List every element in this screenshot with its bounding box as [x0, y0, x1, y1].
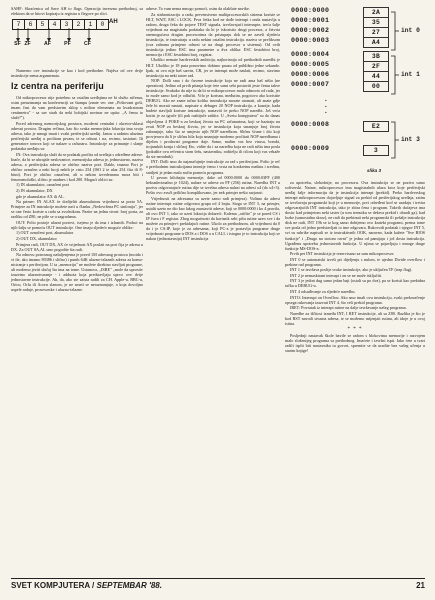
paragraph: Prvih pet INT instrukcija je rezervisano za sam mikroprocesor:: [290, 251, 395, 257]
column-1: [11, 6, 143, 293]
memory-address: 0000:0006: [291, 71, 330, 78]
register-bit: 6: [24, 19, 37, 30]
flag-label: AF: [44, 41, 51, 48]
memory-row: [291, 51, 381, 60]
issue-date: SEPTEMBAR '88.: [96, 581, 162, 590]
section-divider: * * *: [347, 326, 363, 332]
paragraph: Za sinhronizaciju u radu, prevenstveno multiprocesorskih sistema koriste se HLT, WAIT, ESC i LOCK. Prva četka kod ne dođe interupt i onda nastavlja u radom, druga čeka do pojave TEST signala, izvršavajući interrupte, treća šalje vrijednost na magistralu podataka da bi je iskoristio drugi procesor, a četvrta onemogućava drugim procesorima da pristupaju dok se ne završi sljedeća instrukcija, te instruiraju u radu nekim ostalim instrukcija. naziva se prefiksom (ova zabrana primjene odnosi se na drugi procesor u sistemu). Od ovih instrukcija jedino ESC ima parametre u dva oblika: ESC šestobitni broj, memorija i ESC šestobitni broj, registar.: [146, 11, 280, 57]
memory-row: [291, 81, 381, 90]
paragraph: adrese. To vam nema mnogo pomoći, osim da olakšate navike.: [146, 6, 250, 11]
memory-value: 00: [363, 81, 389, 92]
memory-value: 3B: [363, 51, 389, 62]
memory-address: 0000:0001: [291, 17, 330, 24]
page-number: 21: [416, 581, 425, 590]
paragraph: INTO: Interrupt on Overflow. Ako smo imali ovu instrukciju, svaki prekoračenje opsega rukovanja izazvati INT 4, što vrši prekid programa.: [285, 294, 425, 305]
memory-value: A4: [363, 37, 389, 48]
paragraph: Namerno ove instrukcije se kao i kod prethodne. Najdva od ove dvije instrukcije nema argumenata.: [11, 68, 143, 79]
paragraph: Naredbe za iščitost između INT, I RET instrukcije, ali sa Z80. Razlika je što je kod RST navodi stvarna adresa, te se možemo mijenjati rutinu, ali idoje je u ovoj istina.: [285, 310, 425, 326]
memory-value: 27: [363, 27, 389, 38]
memory-address: 0000:0009: [291, 145, 330, 152]
int1-label: int 1: [401, 71, 420, 78]
memory-row: [291, 61, 381, 70]
paragraph: INT 2 je nemaskirani interapt i on se ne može isključiti.: [290, 272, 383, 278]
column-3-body: [285, 180, 425, 353]
memory-address: 0000:0000: [291, 7, 330, 14]
memory-row: [291, 27, 381, 36]
paragraph: 1) OUT označeni port, akumulator: [16, 230, 74, 236]
figure-caption: slika 3: [367, 168, 382, 173]
paragraph: Na odnovu potrosnog našaljenjema je pored 1M adresnog prostora (moida i vi ile, ako imamo 80386 i slično) i punih 64K ulazno-izlaznih adresa za komuniciranje s periferijom. U ta „memoriju" ne možete direktno stavljati programe, ali možemo jeziti slučaj šta ima na tome. Ustanova, „ISRE" „mole da uprostiv izuzetno ulaznotvaranje - i adduota koja predstavljaju uprvo ove dvije jednostavne instrukcije. Ah, da, ako ste zaista radili za CH. Apple-u, BBC-u, Oricu, Orlu ili Acorn slanom, je ne smeti se nerazmanjuje, a koja dovoljno uspele raduje, prosesorske i ulazno-izlazne.: [11, 252, 143, 293]
memory-row: [291, 17, 381, 26]
flag-label-row: [13, 42, 93, 47]
paragraph: Pored adresnog memorijskog prostora, moderni centralni i okretor-sklasti adresni prostor. Drugim rečima, kao što svaka memorijska lokacija ima svoju adresu, tako je mnogi imati i svaki periferijski uređaj. Janou u radnim ulazima periferijski uređaj u prolitom prvam, te se odnosi i na, recimo, tastaturi. Ili generatore tonova koji se nalaze u računaru. Instrukcije za primanje i slanje podataka uređaju su:: [11, 120, 143, 152]
paragraph: INT 4 odsuđivanje za sljedeće naredbu.: [290, 288, 356, 294]
paragraph: INT 0 se automatski izvrši pri dijeljenju s nulom, te ujedno Divide overflow i prekine rad programa.: [285, 256, 425, 267]
flag-label: CF: [84, 41, 91, 48]
memory-address: 0000:0004: [291, 51, 330, 58]
memory-address: 0000:0002: [291, 27, 330, 34]
memory-row: [291, 37, 381, 46]
register-bit: 5: [36, 19, 49, 30]
register-bit: 3: [60, 19, 73, 30]
column-1-body: [11, 95, 143, 292]
column-2: [146, 6, 280, 242]
paragraph: NOP: Dolli smo i do čuvene instrukcije koja ne radi ama baš ništa (ne operation). Jedino od prvih pitanja koje ćete sami sebi postaviti jeste čemu takve instrukcije. Svakako da nije tu da bi se mikroprocesor malo odmorio od rada, jer to može samo kod je odlučiti. Vrlo je korisna, međutim, pogotovo ako koristite DEBUG. Ako ne znate tačno koliko instrukcija morate utomati, ali znate gdje žele bi morati nastati, napisate u debuger 20 NOP instrukcija, a kasnije, kada budete stavljali korisne instrukcije, nastaviti će preko NOP naredbi. Još veća korist je za igrače (ili pak razbijače zaštite. U „Svetu kompjutera" su do danas objavljena 4 POKE-a za beskraj života na PC računarima, koji se baziraju na zvati NOP za beskraj života, jer se instrukcija koja smanjuje broj života zabranjuje, tako što se umjesto njih NOP naredbom. Sličnu šćune i dio koji provjerava da li je sličnu bila koja smanjuje modemo pročitati NOP naredbama i dijelim i prodavati programe daje. Samo, malim vas bez virusa, bombi, trojanskih konja i sličnoj Eto, vidite da i za naredbu koja ne radi ništa ima posla (pokušite ovu rečenicu stom šefu, nastavniku, roditelju ili ciloru koji vas vekaže da ste neradnik).: [146, 78, 280, 159]
register-bit: 2: [72, 19, 85, 30]
flags-register-diagram: [11, 19, 143, 63]
memory-value: 3: [363, 145, 389, 156]
memory-value: E2: [363, 121, 389, 132]
paragraph: Ukoliko nemate hardverskih ambicija, najkorisnija od prethodnih naredbi je HLT. Ukoliko je 18 puta ponovimo dobimo pauzu od približno jedne sekunde. Ipak, ni ovo nije baš sarvin, CR, jer se interupt može naslati, recimo, stavimo instrukciju na neki taster rad.: [146, 57, 280, 78]
memory-value: 44: [363, 71, 389, 82]
section-heading: Iz centra na periferiju: [11, 81, 104, 92]
paragraph: IN: Ova instrukcija služi da se podatak pročita od uređaja s određene adrese. Inače, da bi se ubrajale neslovanice, memorijska adresa je, jednostavno, naziva adresa, a periferijska adresa se obično naziva port. Dakle, imamo Port je obično označen a neki broji nekih je cisto 254 (ISO 2 te ulaz 254 čita ili 8-bitni). Port je obično označeni, ali u nekim izvedenama mora biti i fenomenološki, slično je uradnes i kod 280. Mogući oblici su:: [11, 151, 143, 182]
publication-line: SVET KOMPJUTERA / SEPTEMBAR '88.: [11, 581, 162, 590]
register-bit: 0: [96, 19, 109, 30]
register-label: AH: [109, 19, 118, 26]
paragraph: INT: Dolli smo do najznačajnije instrukcije za rad s periferijom. Pošto je reč o prethodnim instrukcijama imenije ćemo i vrsta na konkretnu mašinu i sredinu, smiljeti je jedan malo način pomoću programa.: [146, 159, 280, 175]
memory-address: 0000:0003: [291, 37, 330, 44]
paragraph: 2) IN akumulator, DX: [16, 188, 53, 194]
memory-row: [291, 7, 381, 16]
paragraph: Posljednji nastavak škole bavile se radom s blokovima memorije i razvojem malo složenijeg programa sa prethodnog. Imaćete i izvršni ispit. Iako ćete u tvari radili isplit biti nastavnika tu govori, spremite se da uradite bez vašeg učenja u starim knjige!: [285, 332, 425, 353]
memory-address: 0000:0005: [291, 61, 330, 68]
paragraph: 1) IN akumulator, označeni port: [16, 182, 70, 188]
memory-address: 0000:0008: [291, 121, 330, 128]
memory-row: [291, 145, 379, 154]
paragraph: INT 3 je jedini dug samo jedan bajt (ostali su po dva), pa se koristi kao prekidna tačka u DEBUG-u.: [285, 278, 425, 289]
register-bit: 1: [84, 19, 97, 30]
int3-label: int 3: [401, 136, 420, 143]
memory-address: 0000:0007: [291, 81, 330, 88]
flag-label: ZF: [24, 41, 31, 48]
int0-label: int 0: [401, 27, 420, 34]
flag-label: SF: [14, 41, 21, 48]
memory-ellipsis: . . .: [325, 95, 327, 115]
memory-value: 35: [363, 17, 389, 28]
paragraph: Od mikroprocesor nije potrebno sa ostalim uređajima ne bi služio ničemu, osim preuzimanja na konferenciji za štampu (znate vec one „Poštovani goši, imam čast da vam predstavim sklop s milion elemenata na kvadratnom centimetru" - sa sav strah da neki hobijski novinar ne upita: „A čemu to služi?").: [11, 95, 143, 121]
register-bit: 7: [12, 19, 25, 30]
paragraph: OUT: Polio postoje ulazni portovi, isejeno je da ima i izlaznih. Podaci na njih šalju se pomoću OUT instrukcije. One imaju sljedeće moguće oblike:: [11, 219, 143, 230]
page-footer: [11, 578, 425, 591]
paragraph: U prvom kilobajtu memorije, dake od 0000:0000 do 0000:03FF (400 heksadecimalno je 1024), nalaze se adrese za FF (256) rutina. Naredba INT u pozivu odgovarajuće rutina dije se izvršna adresa nalazi na adresi x4 (do x4+3). Pošto ovo zvuči prilično komplikovano, jer nek primjer nešto razjasni:: [146, 175, 280, 196]
column-1-after-diagram: [11, 68, 143, 78]
publication-name: SVET KOMPJUTERA: [11, 581, 90, 590]
memory-row: [291, 71, 381, 80]
column-1-intro: [11, 6, 143, 16]
paragraph: Vrijednosti na adresama su uzete samo radi primjera). Vidimo da adresi rutine interrupt rutine odgovara grupa od 4 bajta. Stoga se INT 3, na primjer, ustalti uzeto ne dio kao lakog zaustaviti adrese, koji se 0000:0000 i ko 4 pravila, ali ovo INT 1, tako se uzeti lokacija dolazeći. Kalema „otičite" je se pored CS i IP čuva i F registar. Zbog mogućnosti da korisnik sebi pišu rutine uzeo sve i da možete za primjer-i prekidajući rutine. Ukolo za prethodnom, ali vrijednost da 0 da i je CS:IP, koje je za adresama, koji PC-a je postavlja programe druge vrijednosti programe tr DOS a i DOS a u CALL i istogno je to instrukcija koji se nakon (jednostavnija) INT instrukcija: [146, 195, 280, 242]
register-bit: 4: [48, 19, 61, 30]
memory-value: 2F: [363, 61, 389, 72]
paragraph: Primjera radi, OUT DX, AX će vrijednost AX poslati na port čija je adresa u DX. Za OUT 8A,AL smo pogodite šta radi.: [11, 241, 143, 252]
paragraph: gde je akumulator AX ili AL.: [16, 193, 65, 199]
paragraph: SAHF: Skraćenica od Save AH to flags. Operacija inverzna prethodnoj, sa efektom da se bitovi kopiraju iz registra u flegove po slici.: [11, 6, 143, 17]
paragraph: IRET: Povratak iz interapt rutine na dalje izvršavanje našeg programa.: [290, 305, 407, 311]
paragraph: za upotrebu, slobodnije, no procesoru. Ova instrukcija se ne poziva samo softverski. Naime, mikroprocesor ima magistralnih ulaza kroz koje periferijski uređaj šalje informaciju da je instrukcija interapt (prekid). Preko hardverskog interapt mikroprocesoru dojavljuje signal za prekid od periferijskog uređaja, zatim se izvršavaju programski koji je u memorije, prvi određeni kod se uradaju i tretira odgovarajućih INT instrukcija, tako je zbira čena i program. Takvih dućajeva ima dosta: kad primjetom neki taster (u tom trenutku se dešava prekid i obradi ga), kad lozke (samostalna skroz), ne radi da prekinuti neki programski ili pošalje instrukcija disk ne radi, INT 19h se iz kog samo dobijemo ovo krateki programi, prema tome sve posla od jedno predstavljati to ime odgovara. Rukovodi podatak i njegov INT 5, svi su rubrike napisali se iz instruktivnih OOK, naravno, kada kažete "Sve BIOS funkcije" i „Drugo na stotom ravni" je jedna od pamtjaju i još dosta instrukcija. Ugrađenu upotrebu jednostavnih funkcija. U njima se pojavljuju i mnoge druge funkcije MS-DOS-a.: [285, 180, 425, 251]
paragraph: 2) OUT DX, akumulator: [16, 235, 57, 241]
flag-label: PF: [64, 41, 71, 48]
paragraph: Na primer: IN ALAX će dodijeliti akumulatoru vrijednost sa porta 5A. Primjere za IN instrukcije možete naći u članku „Nedovršena PC sinfonija", jer se one često koriste u radu sa zvučnikom. Pazite na jednu stvari: broj porta, za razliku od Z80, ne piše se u zagradama.: [11, 199, 143, 220]
column-2-body: [146, 6, 280, 241]
memory-value: 2A: [363, 7, 389, 18]
memory-row: [291, 121, 381, 130]
paragraph: INT 1 se izvršava poslije svake instrukcije, ako je uključen TF (trap flag).: [290, 267, 413, 273]
column-3: [285, 6, 425, 354]
memory-table-figure: [285, 6, 425, 178]
